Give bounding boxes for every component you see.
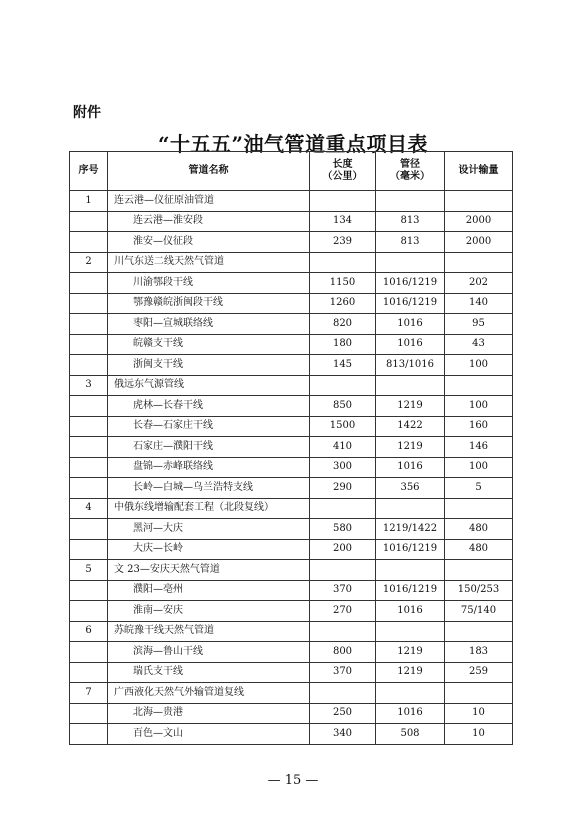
- cell-length: 1150: [310, 273, 376, 294]
- cell-capacity: 183: [445, 642, 513, 663]
- pipeline-project-table: [69, 151, 513, 745]
- cell-pipeline-name: 百色—文山: [108, 724, 310, 745]
- cell-length: [310, 252, 376, 273]
- cell-length: 580: [310, 519, 376, 540]
- cell-no: [70, 478, 108, 499]
- cell-no: [70, 519, 108, 540]
- document-title: “十五五”油气管道重点项目表: [157, 132, 428, 156]
- cell-diameter: 1219: [376, 642, 445, 663]
- table-header-row: [70, 152, 513, 191]
- table-group-row: [70, 560, 513, 581]
- cell-capacity: 100: [445, 355, 513, 376]
- table-row: [70, 355, 513, 376]
- cell-diameter: 1016: [376, 703, 445, 724]
- cell-capacity: 95: [445, 314, 513, 335]
- cell-length: 239: [310, 232, 376, 253]
- table-row: [70, 211, 513, 232]
- cell-diameter: 813/1016: [376, 355, 445, 376]
- cell-capacity: 150/253: [445, 580, 513, 601]
- cell-length: [310, 560, 376, 581]
- cell-diameter: 1016/1219: [376, 293, 445, 314]
- cell-diameter: 1016: [376, 601, 445, 622]
- cell-capacity: 160: [445, 416, 513, 437]
- table-row: [70, 416, 513, 437]
- cell-capacity: 100: [445, 396, 513, 417]
- cell-diameter: [376, 621, 445, 642]
- cell-capacity: [445, 621, 513, 642]
- cell-no: 3: [70, 375, 108, 396]
- cell-no: [70, 601, 108, 622]
- cell-no: 2: [70, 252, 108, 273]
- cell-pipeline-name: 滨海—鲁山干线: [108, 642, 310, 663]
- table-group-row: [70, 498, 513, 519]
- cell-capacity: [445, 252, 513, 273]
- header-capacity: 设计输量: [445, 152, 513, 191]
- page-number: — 15 —: [267, 773, 319, 788]
- table-row: [70, 396, 513, 417]
- cell-diameter: 508: [376, 724, 445, 745]
- cell-capacity: 10: [445, 724, 513, 745]
- cell-length: [310, 498, 376, 519]
- cell-capacity: [445, 683, 513, 704]
- header-diameter-unit: （毫米）: [390, 171, 430, 182]
- cell-pipeline-name: 长岭—白城—乌兰浩特支线: [108, 478, 310, 499]
- cell-no: [70, 580, 108, 601]
- table-row: [70, 724, 513, 745]
- cell-length: 145: [310, 355, 376, 376]
- cell-length: 370: [310, 580, 376, 601]
- cell-diameter: 1219/1422: [376, 519, 445, 540]
- table-row: [70, 273, 513, 294]
- header-diameter: [376, 152, 445, 191]
- cell-pipeline-name: 大庆—长岭: [108, 539, 310, 560]
- cell-pipeline-name: 俄远东气源管线: [108, 375, 310, 396]
- header-diameter-label: 管径: [400, 159, 420, 170]
- table-group-row: [70, 252, 513, 273]
- cell-diameter: 813: [376, 232, 445, 253]
- table-body: [70, 191, 513, 745]
- cell-no: [70, 355, 108, 376]
- table-row: [70, 539, 513, 560]
- header-length-unit: （公里）: [322, 171, 363, 182]
- table-row: [70, 580, 513, 601]
- cell-length: 134: [310, 211, 376, 232]
- cell-capacity: [445, 498, 513, 519]
- cell-no: [70, 662, 108, 683]
- attachment-label: 附件: [73, 105, 101, 121]
- cell-capacity: 75/140: [445, 601, 513, 622]
- cell-length: 800: [310, 642, 376, 663]
- table-group-row: [70, 375, 513, 396]
- cell-pipeline-name: 长春—石家庄干线: [108, 416, 310, 437]
- cell-length: 850: [310, 396, 376, 417]
- cell-diameter: [376, 375, 445, 396]
- table-row: [70, 662, 513, 683]
- cell-diameter: 1016: [376, 314, 445, 335]
- cell-pipeline-name: 苏皖豫干线天然气管道: [108, 621, 310, 642]
- cell-capacity: [445, 560, 513, 581]
- cell-capacity: 2000: [445, 232, 513, 253]
- cell-no: 5: [70, 560, 108, 581]
- cell-no: 1: [70, 191, 108, 212]
- cell-length: [310, 191, 376, 212]
- cell-length: [310, 375, 376, 396]
- cell-pipeline-name: 虎林—长春干线: [108, 396, 310, 417]
- cell-diameter: 356: [376, 478, 445, 499]
- cell-pipeline-name: 中俄东线增输配套工程（北段复线）: [108, 498, 310, 519]
- cell-capacity: [445, 375, 513, 396]
- cell-pipeline-name: 浙闽支干线: [108, 355, 310, 376]
- cell-no: [70, 211, 108, 232]
- cell-diameter: 1016/1219: [376, 539, 445, 560]
- cell-pipeline-name: 川渝鄂段干线: [108, 273, 310, 294]
- table-row: [70, 293, 513, 314]
- cell-no: [70, 539, 108, 560]
- cell-capacity: 140: [445, 293, 513, 314]
- cell-length: 300: [310, 457, 376, 478]
- cell-capacity: 10: [445, 703, 513, 724]
- cell-no: [70, 703, 108, 724]
- cell-diameter: [376, 560, 445, 581]
- cell-length: 250: [310, 703, 376, 724]
- cell-diameter: 1219: [376, 662, 445, 683]
- cell-length: [310, 621, 376, 642]
- cell-diameter: [376, 252, 445, 273]
- table-row: [70, 437, 513, 458]
- table-group-row: [70, 621, 513, 642]
- table-row: [70, 334, 513, 355]
- cell-capacity: 43: [445, 334, 513, 355]
- cell-no: [70, 334, 108, 355]
- cell-no: [70, 293, 108, 314]
- cell-pipeline-name: 枣阳—宣城联络线: [108, 314, 310, 335]
- table-row: [70, 478, 513, 499]
- cell-no: 7: [70, 683, 108, 704]
- cell-capacity: 146: [445, 437, 513, 458]
- cell-pipeline-name: 皖赣支干线: [108, 334, 310, 355]
- table-group-row: [70, 191, 513, 212]
- cell-length: 290: [310, 478, 376, 499]
- cell-capacity: 5: [445, 478, 513, 499]
- cell-pipeline-name: 文 23—安庆天然气管道: [108, 560, 310, 581]
- table-row: [70, 457, 513, 478]
- table-row: [70, 642, 513, 663]
- cell-no: [70, 314, 108, 335]
- table-row: [70, 601, 513, 622]
- cell-length: 370: [310, 662, 376, 683]
- cell-diameter: 1016/1219: [376, 580, 445, 601]
- cell-diameter: 1016/1219: [376, 273, 445, 294]
- header-length: [310, 152, 376, 191]
- cell-no: [70, 642, 108, 663]
- cell-diameter: [376, 191, 445, 212]
- cell-diameter: 1219: [376, 437, 445, 458]
- cell-no: 4: [70, 498, 108, 519]
- cell-no: 6: [70, 621, 108, 642]
- cell-length: 820: [310, 314, 376, 335]
- cell-pipeline-name: 广西液化天然气外输管道复线: [108, 683, 310, 704]
- cell-pipeline-name: 连云港—淮安段: [108, 211, 310, 232]
- cell-pipeline-name: 北海—贵港: [108, 703, 310, 724]
- cell-capacity: 259: [445, 662, 513, 683]
- cell-pipeline-name: 淮南—安庆: [108, 601, 310, 622]
- cell-no: [70, 416, 108, 437]
- cell-capacity: 2000: [445, 211, 513, 232]
- table-row: [70, 703, 513, 724]
- cell-length: 1260: [310, 293, 376, 314]
- cell-diameter: 1219: [376, 396, 445, 417]
- cell-no: [70, 437, 108, 458]
- cell-pipeline-name: 石家庄—濮阳干线: [108, 437, 310, 458]
- cell-diameter: 1016: [376, 457, 445, 478]
- cell-length: 1500: [310, 416, 376, 437]
- cell-capacity: 480: [445, 519, 513, 540]
- cell-diameter: 813: [376, 211, 445, 232]
- cell-no: [70, 724, 108, 745]
- cell-length: 270: [310, 601, 376, 622]
- header-length-label: 长度: [332, 159, 353, 170]
- table-row: [70, 232, 513, 253]
- cell-capacity: [445, 191, 513, 212]
- table-row: [70, 314, 513, 335]
- cell-pipeline-name: 盘锦—赤峰联络线: [108, 457, 310, 478]
- cell-capacity: 202: [445, 273, 513, 294]
- cell-pipeline-name: 黑河—大庆: [108, 519, 310, 540]
- cell-length: 410: [310, 437, 376, 458]
- cell-pipeline-name: 鄂豫赣皖浙闽段干线: [108, 293, 310, 314]
- cell-capacity: 100: [445, 457, 513, 478]
- cell-no: [70, 273, 108, 294]
- cell-capacity: 480: [445, 539, 513, 560]
- table-row: [70, 519, 513, 540]
- cell-no: [70, 396, 108, 417]
- cell-pipeline-name: 连云港—仪征原油管道: [108, 191, 310, 212]
- header-name: 管道名称: [108, 152, 310, 191]
- cell-length: 340: [310, 724, 376, 745]
- cell-pipeline-name: 淮安—仪征段: [108, 232, 310, 253]
- header-no: 序号: [70, 152, 108, 191]
- cell-pipeline-name: 川气东送二线天然气管道: [108, 252, 310, 273]
- cell-length: 180: [310, 334, 376, 355]
- cell-pipeline-name: 濮阳—亳州: [108, 580, 310, 601]
- cell-no: [70, 457, 108, 478]
- cell-pipeline-name: 瑞氏支干线: [108, 662, 310, 683]
- cell-diameter: 1016: [376, 334, 445, 355]
- table-group-row: [70, 683, 513, 704]
- cell-no: [70, 232, 108, 253]
- cell-diameter: 1422: [376, 416, 445, 437]
- cell-diameter: [376, 683, 445, 704]
- cell-diameter: [376, 498, 445, 519]
- cell-length: [310, 683, 376, 704]
- cell-length: 200: [310, 539, 376, 560]
